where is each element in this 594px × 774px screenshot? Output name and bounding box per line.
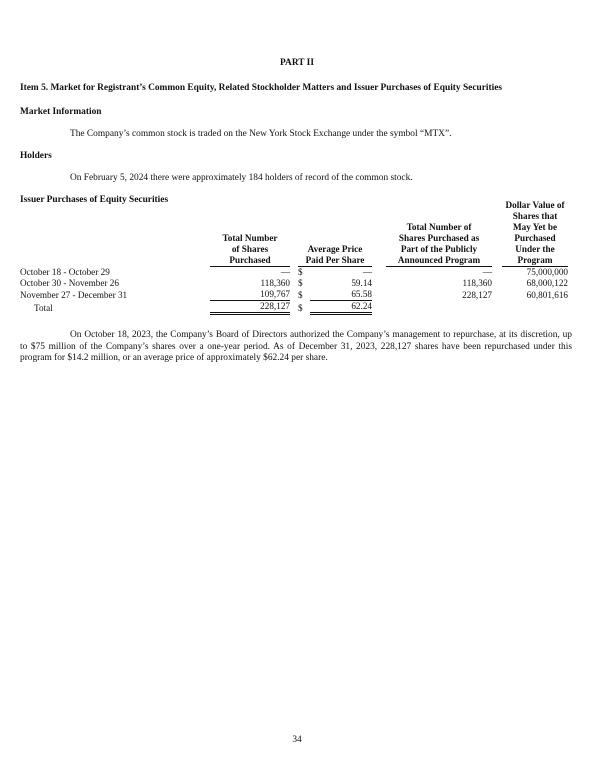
- issuer-purchases-table: [20, 200, 568, 315]
- row-total-shares: 109,767: [210, 289, 290, 301]
- holders-heading: Holders: [20, 151, 52, 161]
- market-info-heading: Market Information: [20, 107, 102, 117]
- col-avg-price-line2: Paid Per Share: [298, 255, 372, 267]
- header-row-5: [20, 244, 568, 255]
- col-total-shares-line3: Purchased: [210, 255, 290, 267]
- row-dollar-value: 60,801,616: [526, 289, 568, 300]
- table-row: [20, 289, 568, 301]
- page-number: 34: [292, 735, 302, 745]
- total-avg-price: 62.24: [310, 301, 372, 314]
- header-row-2: [20, 211, 568, 222]
- col-dollar-value-line5: Under the: [515, 244, 555, 254]
- col-dollar-value-line2: Shares that: [512, 211, 558, 221]
- col-program-shares-line1: Total Number of: [406, 222, 472, 232]
- col-avg-price-line1: Average Price: [307, 244, 363, 254]
- col-total-shares-line2: of Shares: [231, 244, 269, 254]
- issuer-purchases-heading: Issuer Purchases of Equity Securities: [20, 195, 169, 205]
- header-row-3: [20, 222, 568, 233]
- row-total-shares: —: [280, 267, 290, 277]
- row-program-shares: —: [482, 267, 492, 277]
- total-shares: 228,127: [210, 301, 290, 314]
- row-dollar-sign: $: [298, 289, 303, 300]
- total-dollar-sign: $: [298, 302, 303, 313]
- header-row-6: [20, 255, 568, 267]
- col-program-shares-line4: Announced Program: [386, 255, 492, 267]
- table-row: [20, 278, 568, 289]
- holders-text: On February 5, 2024 there were approximately 184 holders of record of the common stock.: [70, 173, 413, 183]
- row-avg-price: 59.14: [351, 278, 372, 288]
- row-total-shares: 118,360: [260, 278, 290, 288]
- col-dollar-value-line1: Dollar Value of: [505, 200, 565, 210]
- col-dollar-value-line4: Purchased: [514, 233, 556, 243]
- item5-heading: Item 5. Market for Registrant’s Common Equity, Related Stockholder Matters and Issuer Purchases of Equity Securities: [20, 83, 502, 93]
- row-dollar-sign: $: [298, 267, 303, 277]
- table-row: [20, 267, 568, 279]
- row-period: October 30 - November 26: [20, 278, 119, 288]
- col-total-shares-line1: Total Number: [222, 233, 278, 243]
- row-dollar-value: 68,000,122: [526, 278, 568, 288]
- part-title: PART II: [280, 58, 314, 68]
- row-dollar-value: 75,000,000: [526, 267, 568, 277]
- col-dollar-value-line3: May Yet be: [512, 222, 558, 232]
- total-row: [20, 301, 568, 314]
- header-row-1: [20, 200, 568, 211]
- col-dollar-value-line6: Program: [502, 255, 568, 267]
- total-label: Total: [34, 302, 53, 313]
- row-avg-price: —: [362, 267, 372, 277]
- row-period: October 18 - October 29: [20, 267, 110, 277]
- repurchase-note: On October 18, 2023, the Company’s Board of Directors authorized the Company’s management to repurchase, at its discretion, up to $75 million of the Company’s shares over a one-year period. As of December 31, 2023, 228,127 shares have been repurchased under this program for $14.2 million, or an average price of approximately $62.24 per share.: [20, 330, 572, 363]
- row-program-shares: 228,127: [462, 289, 492, 300]
- row-program-shares: 118,360: [462, 278, 492, 288]
- col-program-shares-line2: Shares Purchased as: [398, 233, 480, 243]
- row-period: November 27 - December 31: [20, 289, 128, 300]
- header-row-4: [20, 233, 568, 244]
- col-program-shares-line3: Part of the Publicly: [400, 244, 478, 254]
- row-avg-price: 65.58: [310, 289, 372, 301]
- row-dollar-sign: $: [298, 278, 303, 288]
- market-info-text: The Company’s common stock is traded on the New York Stock Exchange under the symbol “MTX”.: [70, 129, 452, 139]
